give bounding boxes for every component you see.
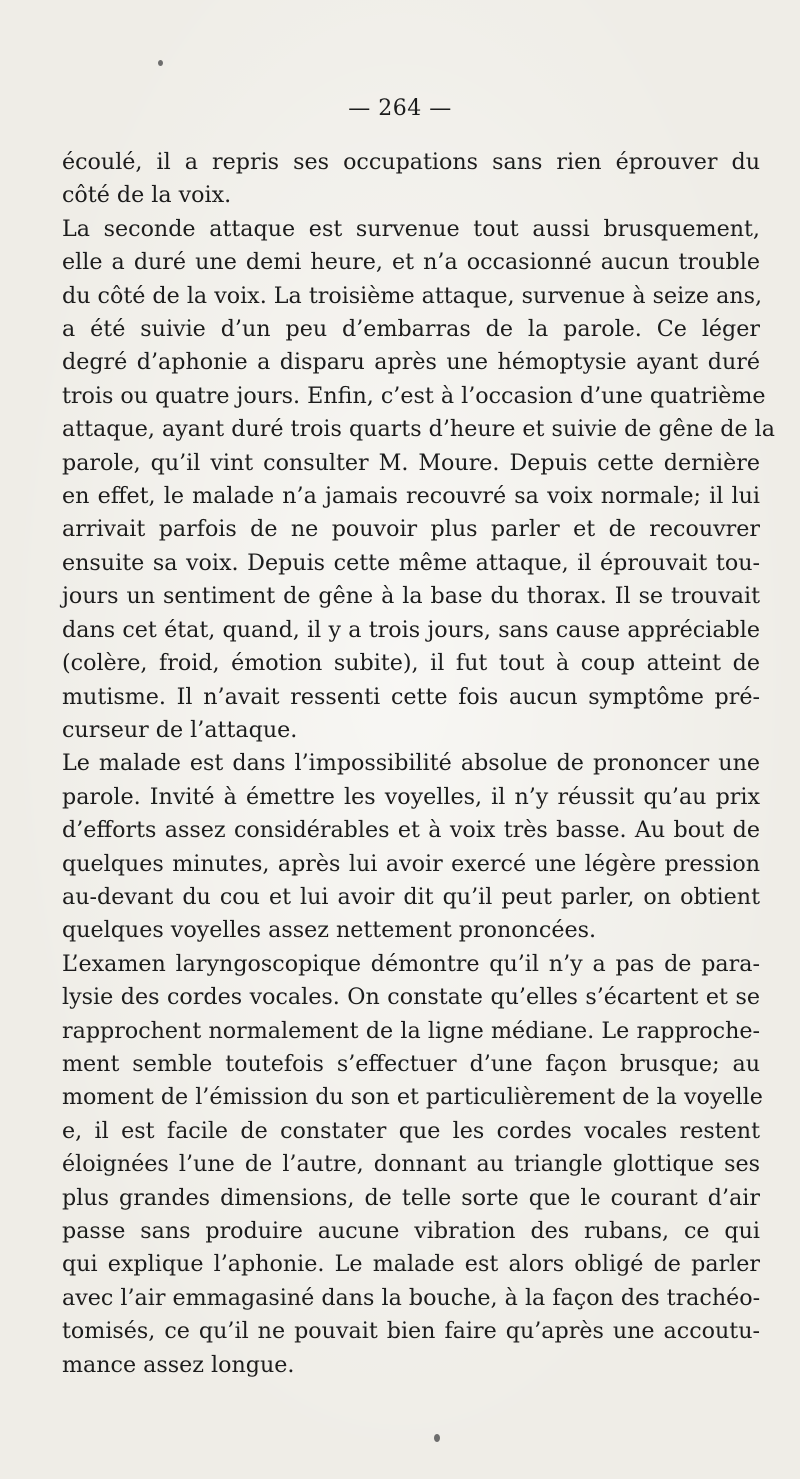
text-line: e, il est facile de constater que les cordes vocales restent (62, 1117, 760, 1144)
text-line: tomisés, ce qu’il ne pouvait bien faire qu’après une accoutu- (62, 1318, 760, 1345)
text-line: plus grandes dimensions, de telle sorte que le courant d’air (62, 1184, 760, 1211)
paragraph (62, 948, 763, 1382)
text-line: avec l’air emmagasiné dans la bouche, à la façon des trachéo- (62, 1284, 761, 1311)
text-line: a été suivie d’un peu d’embarras de la parole. Ce léger (62, 316, 760, 343)
text-line: éloignées l’une de l’autre, donnant au triangle glottique ses (62, 1151, 760, 1178)
text-line: degré d’aphonie a disparu après une hémoptysie ayant duré (62, 349, 760, 376)
text-line: écoulé, il a repris ses occupations sans rien éprouver du (62, 149, 760, 175)
text-line: mance assez longue. (62, 1351, 295, 1378)
text-line: rapprochent normalement de la ligne médiane. Le rapproche- (62, 1017, 760, 1044)
paragraph (62, 146, 760, 213)
text-line: quelques voyelles assez nettement prononcées. (62, 917, 597, 944)
ink-speck (158, 60, 163, 66)
text-line: mutisme. Il n’avait ressenti cette fois aucun symptôme pré- (62, 683, 760, 710)
text-line: parole. Invité à émettre les voyelles, il n’y réussit qu’au prix (62, 783, 760, 810)
text-line: jours un sentiment de gêne à la base du thorax. Il se trouvait (62, 583, 760, 610)
text-line: d’efforts assez considérables et à voix très basse. Au bout de (62, 817, 760, 844)
text-line: en effet, le malade n’a jamais recouvré sa voix normale; il lui (62, 483, 760, 510)
text-line: L’examen laryngoscopique démontre qu’il n’y a pas de para- (62, 950, 760, 977)
text-line: attaque, ayant duré trois quarts d’heure et suivie de gêne de la (62, 416, 775, 443)
text-line: lysie des cordes vocales. On constate qu’elles s’écartent et se (62, 984, 760, 1011)
text-line: parole, qu’il vint consulter M. Moure. Depuis cette dernière (62, 449, 760, 476)
ink-speck (434, 1434, 440, 1442)
text-line: moment de l’émission du son et particulièrement de la voyelle (62, 1084, 763, 1111)
text-line: curseur de l’attaque. (62, 716, 298, 743)
text-line: au-devant du cou et lui avoir dit qu’il peut parler, on obtient (62, 883, 760, 910)
text-line: La seconde attaque est survenue tout aussi brusquement, (62, 215, 760, 242)
text-line: arrivait parfois de ne pouvoir plus parler et de recouvrer (62, 516, 760, 543)
page-number: — 264 — (348, 96, 452, 121)
paragraph (62, 213, 775, 748)
text-line: dans cet état, quand, il y a trois jours, sans cause appréciable (62, 616, 760, 643)
text-line: trois ou quatre jours. Enfin, c’est à l’occasion d’une quatrième (62, 382, 766, 409)
text-line: du côté de la voix. La troisième attaque, survenue à seize ans, (62, 282, 763, 309)
text-line: qui explique l’aphonie. Le malade est alors obligé de parler (62, 1251, 760, 1278)
text-line: côté de la voix. (62, 182, 232, 209)
text-line: quelques minutes, après lui avoir exercé une légère pression (62, 850, 760, 877)
text-line: (colère, froid, émotion subite), il fut tout à coup atteint de (62, 650, 760, 677)
text-line: passe sans produire aucune vibration des rubans, ce qui (62, 1218, 760, 1244)
text-line: ment semble toutefois s’effectuer d’une façon brusque; au (62, 1050, 760, 1077)
text-line: ensuite sa voix. Depuis cette même attaque, il éprouvait tou- (62, 549, 760, 576)
body-text (62, 146, 775, 1382)
text-line: Le malade est dans l’impossibilité absolue de prononcer une (62, 750, 760, 777)
text-line: elle a duré une demi heure, et n’a occasionné aucun trouble (62, 249, 760, 276)
paragraph (62, 747, 760, 947)
